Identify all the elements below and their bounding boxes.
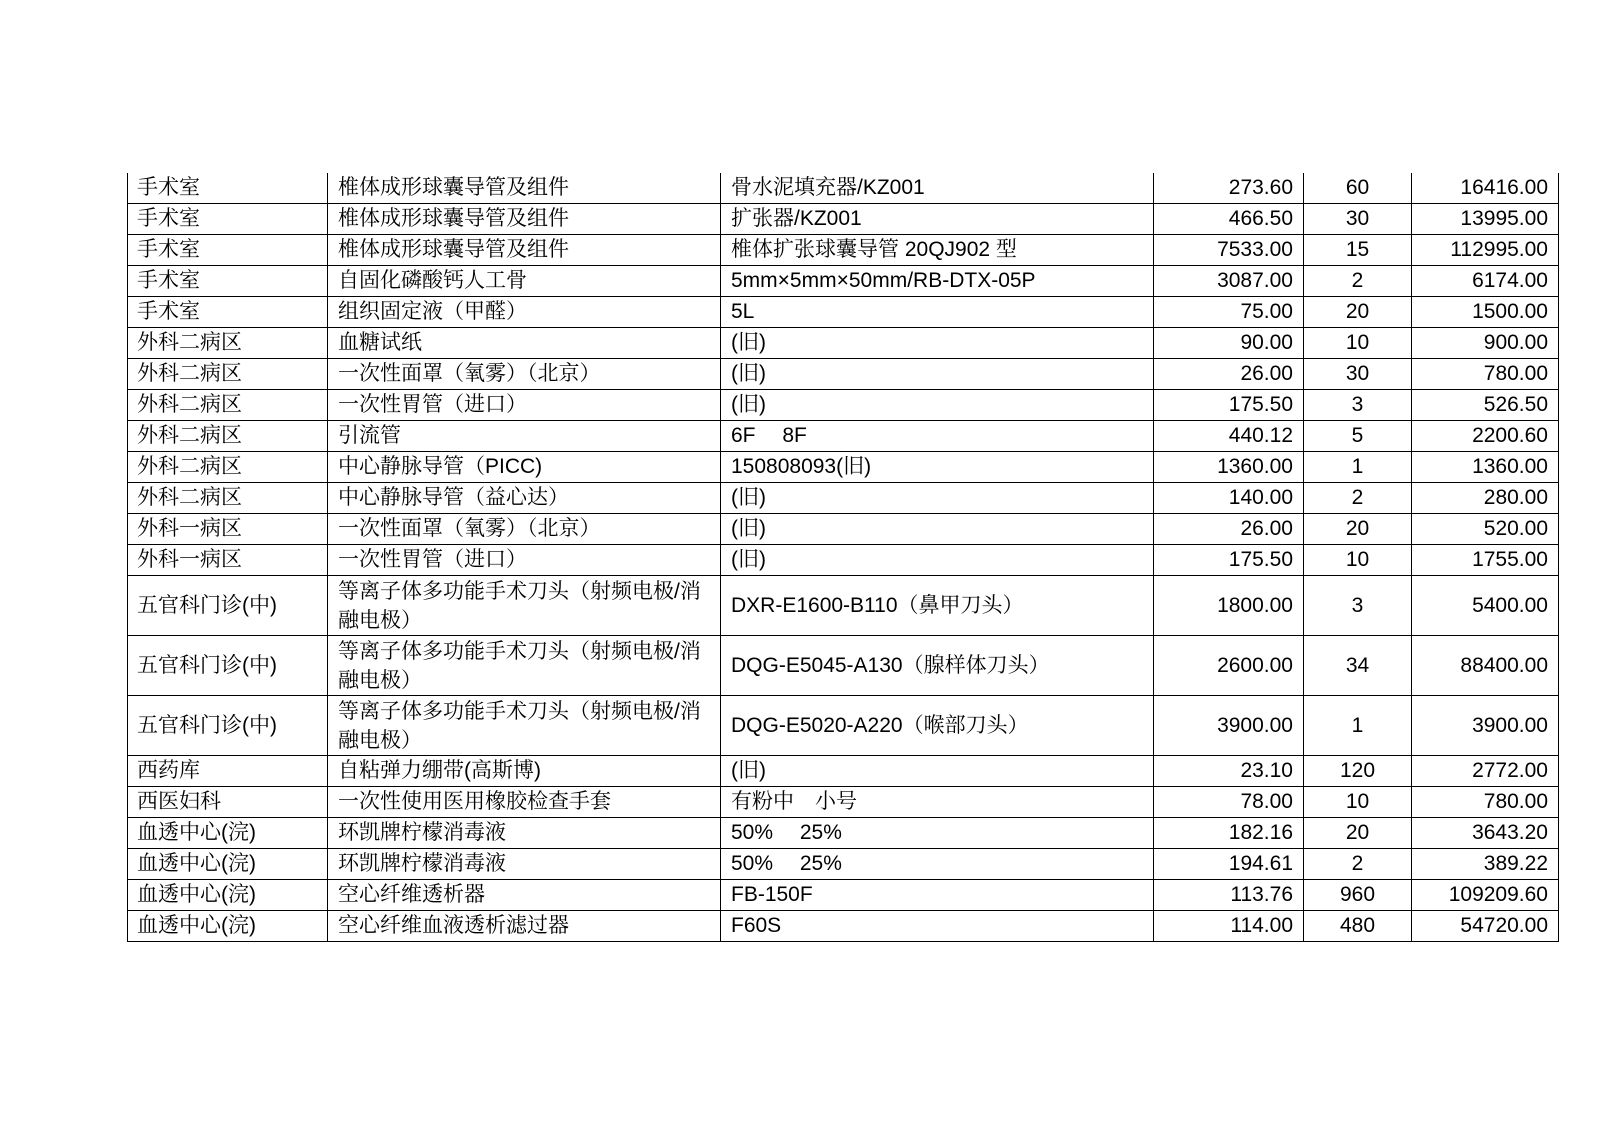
materials-table — [127, 173, 1559, 942]
quantity-cell: 3 — [1304, 390, 1412, 421]
quantity-cell: 34 — [1304, 636, 1412, 696]
amount-cell: 1500.00 — [1412, 297, 1559, 328]
unit-price-cell: 175.50 — [1154, 390, 1304, 421]
table-row — [128, 204, 1559, 235]
unit-price-cell: 194.61 — [1154, 849, 1304, 880]
quantity-cell: 3 — [1304, 576, 1412, 636]
specification-cell: 150808093(旧) — [721, 452, 1154, 483]
quantity-cell: 10 — [1304, 787, 1412, 818]
amount-cell: 112995.00 — [1412, 235, 1559, 266]
specification-cell: F60S — [721, 911, 1154, 942]
item-name-cell: 等离子体多功能手术刀头（射频电极/消融电极） — [328, 696, 721, 756]
table-row — [128, 328, 1559, 359]
department-cell: 手术室 — [128, 266, 328, 297]
amount-cell: 780.00 — [1412, 787, 1559, 818]
item-name-cell: 一次性面罩（氧雾）（北京） — [328, 514, 721, 545]
specification-cell: DQG-E5020-A220（喉部刀头） — [721, 696, 1154, 756]
department-cell: 外科二病区 — [128, 421, 328, 452]
unit-price-cell: 113.76 — [1154, 880, 1304, 911]
quantity-cell: 1 — [1304, 696, 1412, 756]
specification-cell: 50% 25% — [721, 818, 1154, 849]
amount-cell: 13995.00 — [1412, 204, 1559, 235]
specification-cell: (旧) — [721, 390, 1154, 421]
department-cell: 外科二病区 — [128, 452, 328, 483]
amount-cell: 389.22 — [1412, 849, 1559, 880]
quantity-cell: 60 — [1304, 173, 1412, 204]
quantity-cell: 2 — [1304, 849, 1412, 880]
item-name-cell: 等离子体多功能手术刀头（射频电极/消融电极） — [328, 576, 721, 636]
unit-price-cell: 26.00 — [1154, 514, 1304, 545]
department-cell: 五官科门诊(中) — [128, 636, 328, 696]
item-name-cell: 一次性胃管（进口） — [328, 390, 721, 421]
amount-cell: 900.00 — [1412, 328, 1559, 359]
amount-cell: 780.00 — [1412, 359, 1559, 390]
table-row — [128, 421, 1559, 452]
table-row — [128, 696, 1559, 756]
item-name-cell: 引流管 — [328, 421, 721, 452]
unit-price-cell: 466.50 — [1154, 204, 1304, 235]
specification-cell: 5mm×5mm×50mm/RB-DTX-05P — [721, 266, 1154, 297]
quantity-cell: 10 — [1304, 328, 1412, 359]
table-row — [128, 297, 1559, 328]
item-name-cell: 椎体成形球囊导管及组件 — [328, 235, 721, 266]
table-row — [128, 483, 1559, 514]
specification-cell: DQG-E5045-A130（腺样体刀头） — [721, 636, 1154, 696]
table-body — [128, 173, 1559, 942]
unit-price-cell: 78.00 — [1154, 787, 1304, 818]
table-row — [128, 452, 1559, 483]
quantity-cell: 960 — [1304, 880, 1412, 911]
department-cell: 外科一病区 — [128, 545, 328, 576]
department-cell: 血透中心(浣) — [128, 849, 328, 880]
department-cell: 外科二病区 — [128, 359, 328, 390]
item-name-cell: 椎体成形球囊导管及组件 — [328, 204, 721, 235]
quantity-cell: 1 — [1304, 452, 1412, 483]
unit-price-cell: 3087.00 — [1154, 266, 1304, 297]
quantity-cell: 20 — [1304, 514, 1412, 545]
table-row — [128, 849, 1559, 880]
specification-cell: 扩张器/KZ001 — [721, 204, 1154, 235]
unit-price-cell: 23.10 — [1154, 756, 1304, 787]
amount-cell: 1360.00 — [1412, 452, 1559, 483]
department-cell: 血透中心(浣) — [128, 911, 328, 942]
quantity-cell: 20 — [1304, 818, 1412, 849]
item-name-cell: 一次性面罩（氧雾）（北京） — [328, 359, 721, 390]
item-name-cell: 环凯牌柠檬消毒液 — [328, 818, 721, 849]
amount-cell: 526.50 — [1412, 390, 1559, 421]
department-cell: 手术室 — [128, 173, 328, 204]
table-row — [128, 818, 1559, 849]
table-row — [128, 787, 1559, 818]
department-cell: 西药库 — [128, 756, 328, 787]
specification-cell: (旧) — [721, 483, 1154, 514]
specification-cell: 骨水泥填充器/KZ001 — [721, 173, 1154, 204]
table-row — [128, 359, 1559, 390]
specification-cell: 有粉中 小号 — [721, 787, 1154, 818]
item-name-cell: 空心纤维血液透析滤过器 — [328, 911, 721, 942]
specification-cell: (旧) — [721, 545, 1154, 576]
item-name-cell: 一次性胃管（进口） — [328, 545, 721, 576]
department-cell: 外科二病区 — [128, 328, 328, 359]
quantity-cell: 20 — [1304, 297, 1412, 328]
department-cell: 血透中心(浣) — [128, 818, 328, 849]
amount-cell: 2772.00 — [1412, 756, 1559, 787]
table-row — [128, 576, 1559, 636]
department-cell: 五官科门诊(中) — [128, 576, 328, 636]
unit-price-cell: 175.50 — [1154, 545, 1304, 576]
quantity-cell: 30 — [1304, 359, 1412, 390]
unit-price-cell: 26.00 — [1154, 359, 1304, 390]
quantity-cell: 30 — [1304, 204, 1412, 235]
item-name-cell: 组织固定液（甲醛） — [328, 297, 721, 328]
item-name-cell: 等离子体多功能手术刀头（射频电极/消融电极） — [328, 636, 721, 696]
unit-price-cell: 7533.00 — [1154, 235, 1304, 266]
quantity-cell: 2 — [1304, 266, 1412, 297]
document-page — [127, 173, 1558, 942]
quantity-cell: 10 — [1304, 545, 1412, 576]
unit-price-cell: 1800.00 — [1154, 576, 1304, 636]
amount-cell: 6174.00 — [1412, 266, 1559, 297]
amount-cell: 109209.60 — [1412, 880, 1559, 911]
specification-cell: 椎体扩张球囊导管 20QJ902 型 — [721, 235, 1154, 266]
amount-cell: 5400.00 — [1412, 576, 1559, 636]
department-cell: 手术室 — [128, 204, 328, 235]
department-cell: 血透中心(浣) — [128, 880, 328, 911]
quantity-cell: 480 — [1304, 911, 1412, 942]
unit-price-cell: 3900.00 — [1154, 696, 1304, 756]
quantity-cell: 2 — [1304, 483, 1412, 514]
table-row — [128, 266, 1559, 297]
unit-price-cell: 90.00 — [1154, 328, 1304, 359]
item-name-cell: 空心纤维透析器 — [328, 880, 721, 911]
item-name-cell: 中心静脉导管（PICC) — [328, 452, 721, 483]
specification-cell: DXR-E1600-B110（鼻甲刀头） — [721, 576, 1154, 636]
quantity-cell: 15 — [1304, 235, 1412, 266]
item-name-cell: 椎体成形球囊导管及组件 — [328, 173, 721, 204]
table-row — [128, 636, 1559, 696]
table-row — [128, 235, 1559, 266]
unit-price-cell: 75.00 — [1154, 297, 1304, 328]
unit-price-cell: 440.12 — [1154, 421, 1304, 452]
specification-cell: (旧) — [721, 359, 1154, 390]
amount-cell: 280.00 — [1412, 483, 1559, 514]
specification-cell: 50% 25% — [721, 849, 1154, 880]
specification-cell: (旧) — [721, 328, 1154, 359]
department-cell: 手术室 — [128, 235, 328, 266]
unit-price-cell: 114.00 — [1154, 911, 1304, 942]
unit-price-cell: 182.16 — [1154, 818, 1304, 849]
amount-cell: 3643.20 — [1412, 818, 1559, 849]
table-row — [128, 514, 1559, 545]
table-row — [128, 390, 1559, 421]
department-cell: 五官科门诊(中) — [128, 696, 328, 756]
table-row — [128, 880, 1559, 911]
specification-cell: (旧) — [721, 514, 1154, 545]
amount-cell: 2200.60 — [1412, 421, 1559, 452]
item-name-cell: 血糖试纸 — [328, 328, 721, 359]
amount-cell: 3900.00 — [1412, 696, 1559, 756]
table-row — [128, 756, 1559, 787]
table-row — [128, 911, 1559, 942]
table-row — [128, 173, 1559, 204]
amount-cell: 1755.00 — [1412, 545, 1559, 576]
amount-cell: 520.00 — [1412, 514, 1559, 545]
specification-cell: (旧) — [721, 756, 1154, 787]
unit-price-cell: 2600.00 — [1154, 636, 1304, 696]
department-cell: 外科一病区 — [128, 514, 328, 545]
department-cell: 外科二病区 — [128, 483, 328, 514]
item-name-cell: 自粘弹力绷带(高斯博) — [328, 756, 721, 787]
item-name-cell: 中心静脉导管（益心达） — [328, 483, 721, 514]
specification-cell: 6F 8F — [721, 421, 1154, 452]
unit-price-cell: 1360.00 — [1154, 452, 1304, 483]
amount-cell: 16416.00 — [1412, 173, 1559, 204]
unit-price-cell: 140.00 — [1154, 483, 1304, 514]
table-row — [128, 545, 1559, 576]
item-name-cell: 自固化磷酸钙人工骨 — [328, 266, 721, 297]
amount-cell: 54720.00 — [1412, 911, 1559, 942]
specification-cell: 5L — [721, 297, 1154, 328]
department-cell: 西医妇科 — [128, 787, 328, 818]
quantity-cell: 120 — [1304, 756, 1412, 787]
quantity-cell: 5 — [1304, 421, 1412, 452]
department-cell: 手术室 — [128, 297, 328, 328]
specification-cell: FB-150F — [721, 880, 1154, 911]
unit-price-cell: 273.60 — [1154, 173, 1304, 204]
amount-cell: 88400.00 — [1412, 636, 1559, 696]
item-name-cell: 环凯牌柠檬消毒液 — [328, 849, 721, 880]
department-cell: 外科二病区 — [128, 390, 328, 421]
item-name-cell: 一次性使用医用橡胶检查手套 — [328, 787, 721, 818]
